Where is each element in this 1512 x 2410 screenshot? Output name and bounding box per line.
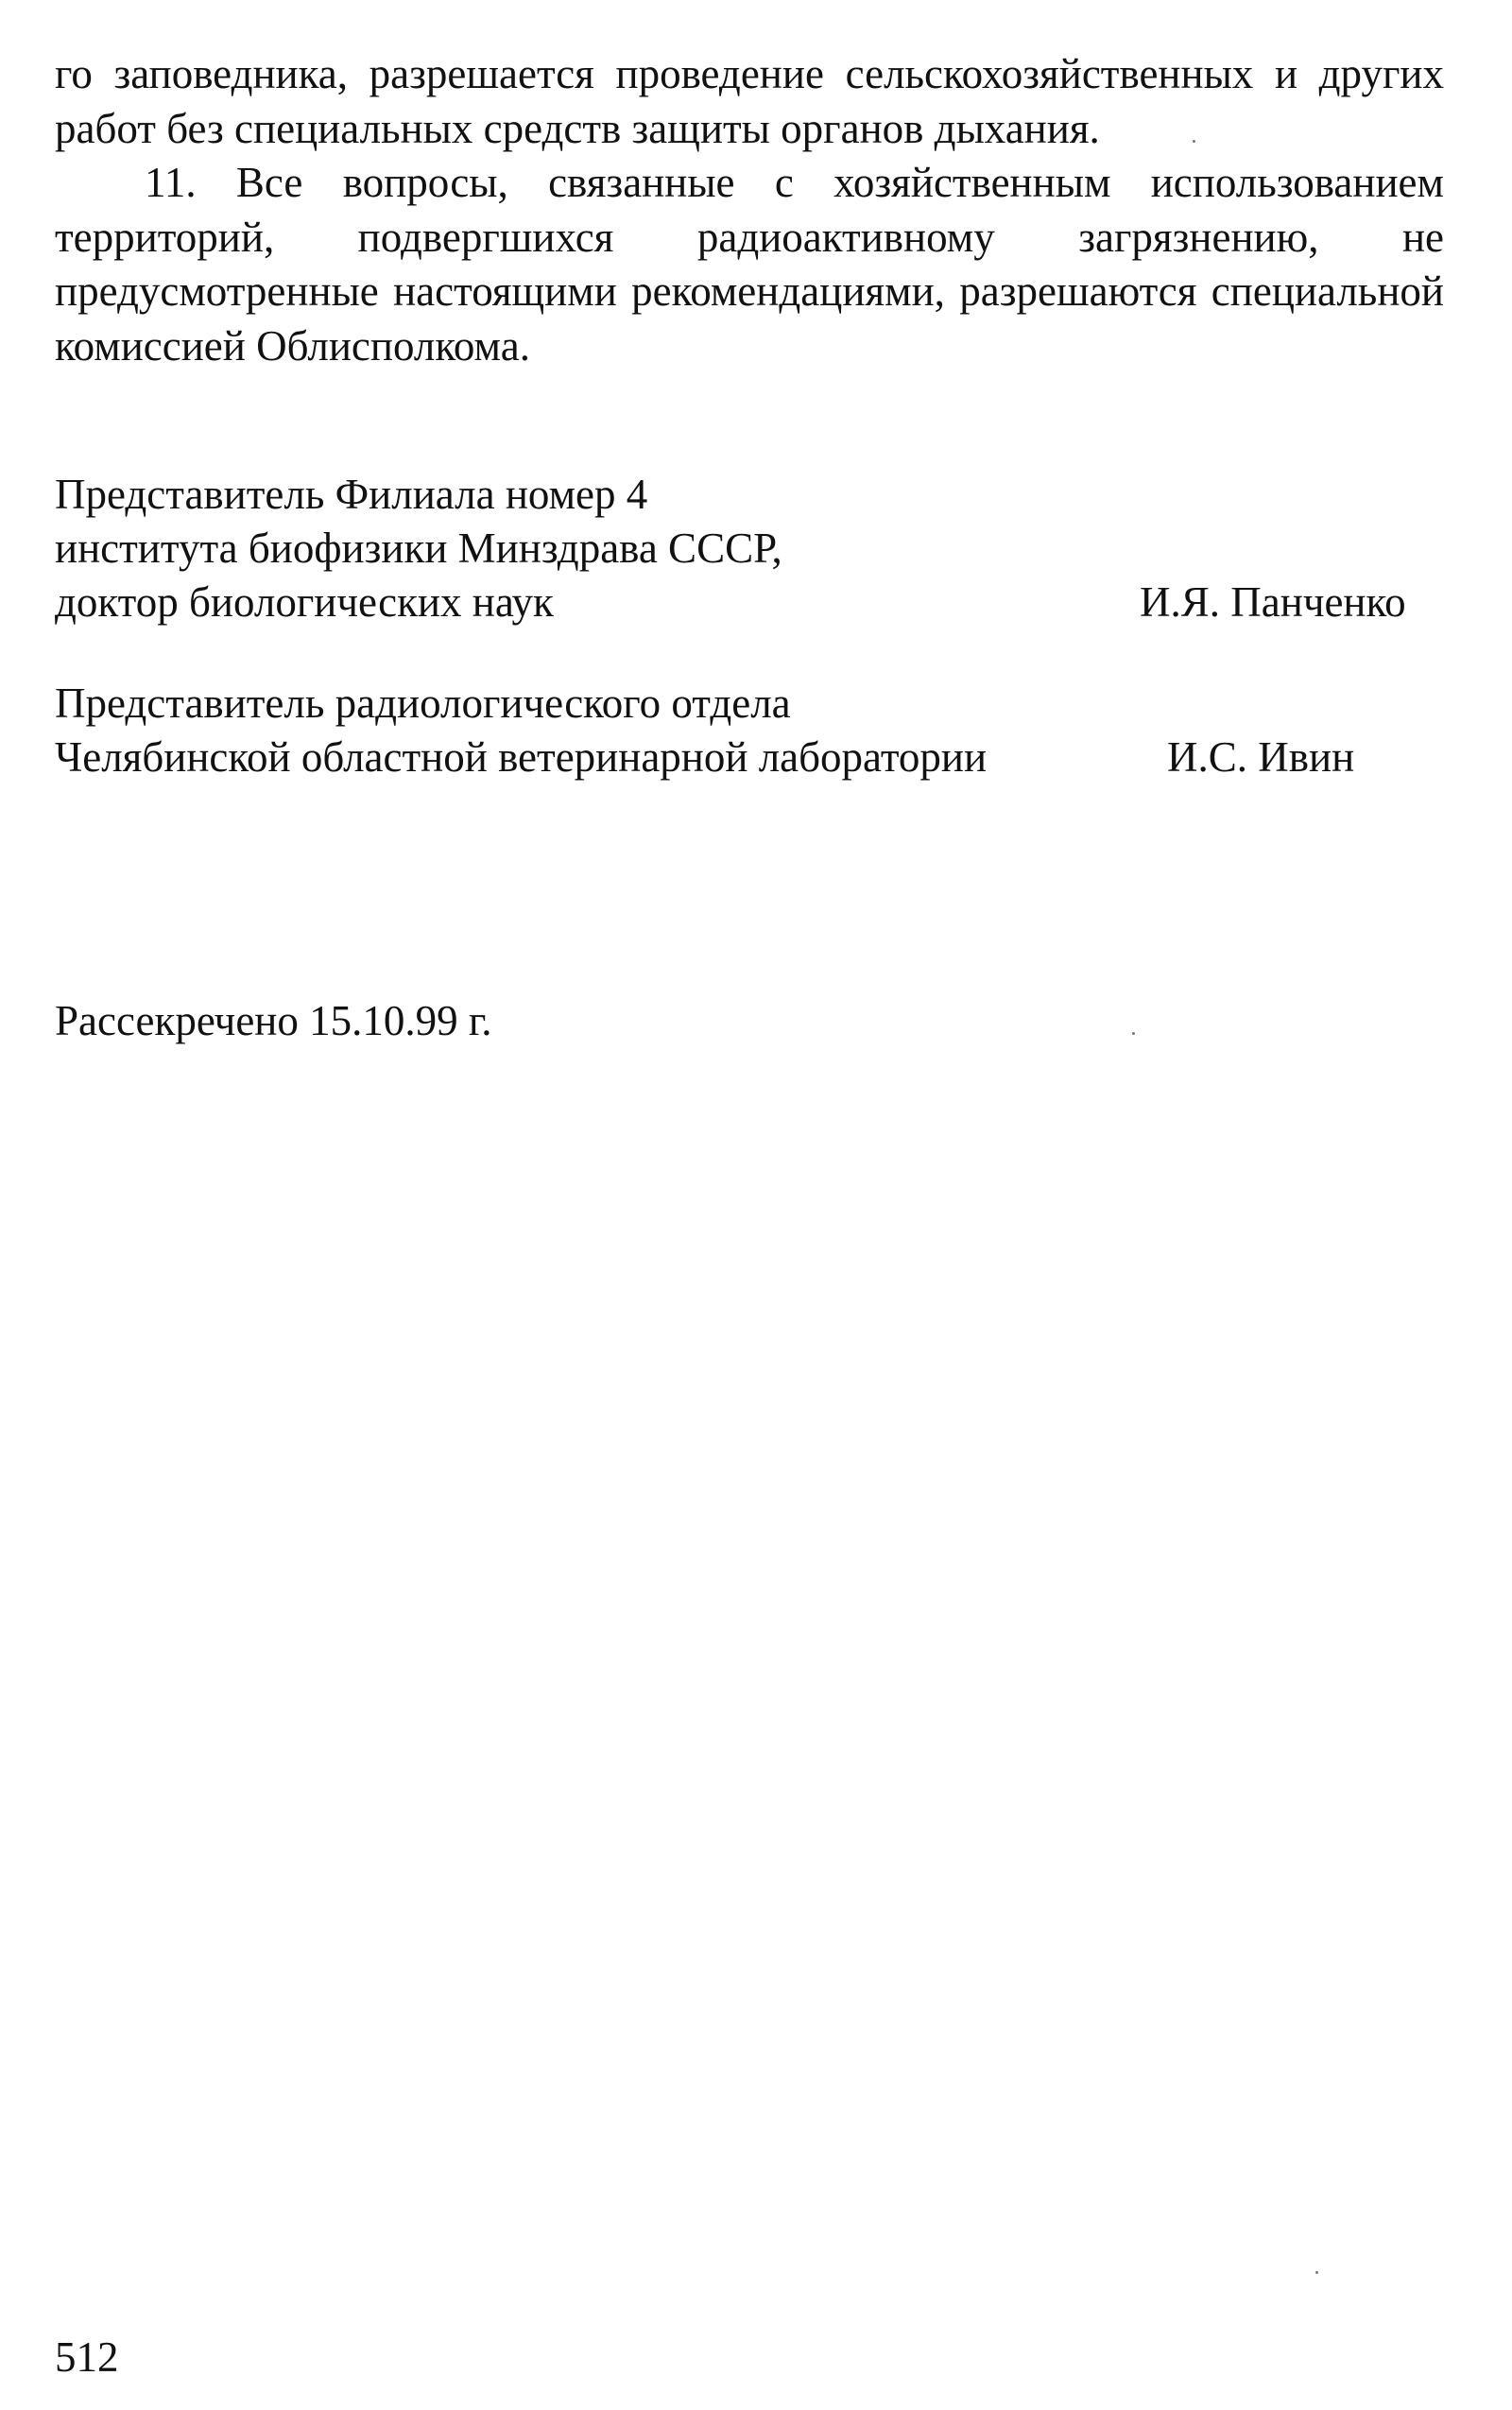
signatory-title-line: Представитель радиологического отдела bbox=[55, 680, 791, 727]
signature-line bbox=[55, 576, 1444, 629]
signatory-title-line: Челябинской областной ветеринарной лаборатории bbox=[55, 733, 988, 781]
signature-line bbox=[55, 522, 1444, 576]
signatory-name: И.С. Ивин bbox=[1167, 733, 1355, 781]
page-number: 512 bbox=[55, 2333, 119, 2381]
signature-block-panchenko bbox=[55, 468, 1444, 629]
declassification-note: Рассекречено 15.10.99 г. bbox=[55, 997, 492, 1044]
signatory-title-line: Представитель Филиала номер 4 bbox=[55, 471, 648, 518]
signatory-title-line: института биофизики Минздрава СССР, bbox=[55, 525, 782, 572]
scan-speck bbox=[1132, 1032, 1135, 1035]
signature-line bbox=[55, 731, 1444, 784]
scan-speck bbox=[1193, 140, 1195, 143]
body-text bbox=[55, 47, 1444, 373]
signature-line bbox=[55, 468, 1444, 522]
signatory-title-line: доктор биологических наук bbox=[55, 578, 554, 626]
signatory-name: И.Я. Панченко bbox=[1140, 578, 1406, 626]
paragraph-item-11: 11. Все вопросы, связанные с хозяйственным использованием территорий, подвергшихся радиоактивному загрязнению, не предусмотренные настоящими рекомендациями, разрешаются специальной комиссией Облисполкома. bbox=[55, 159, 1444, 370]
signature-line bbox=[55, 677, 1444, 731]
signature-block-ivin bbox=[55, 677, 1444, 784]
scan-speck bbox=[1315, 2271, 1318, 2274]
paragraph-continuation: го заповедника, разрешается проведение сельскохозяйственных и других работ без специальных средств защиты органов дыхания. bbox=[55, 50, 1444, 152]
